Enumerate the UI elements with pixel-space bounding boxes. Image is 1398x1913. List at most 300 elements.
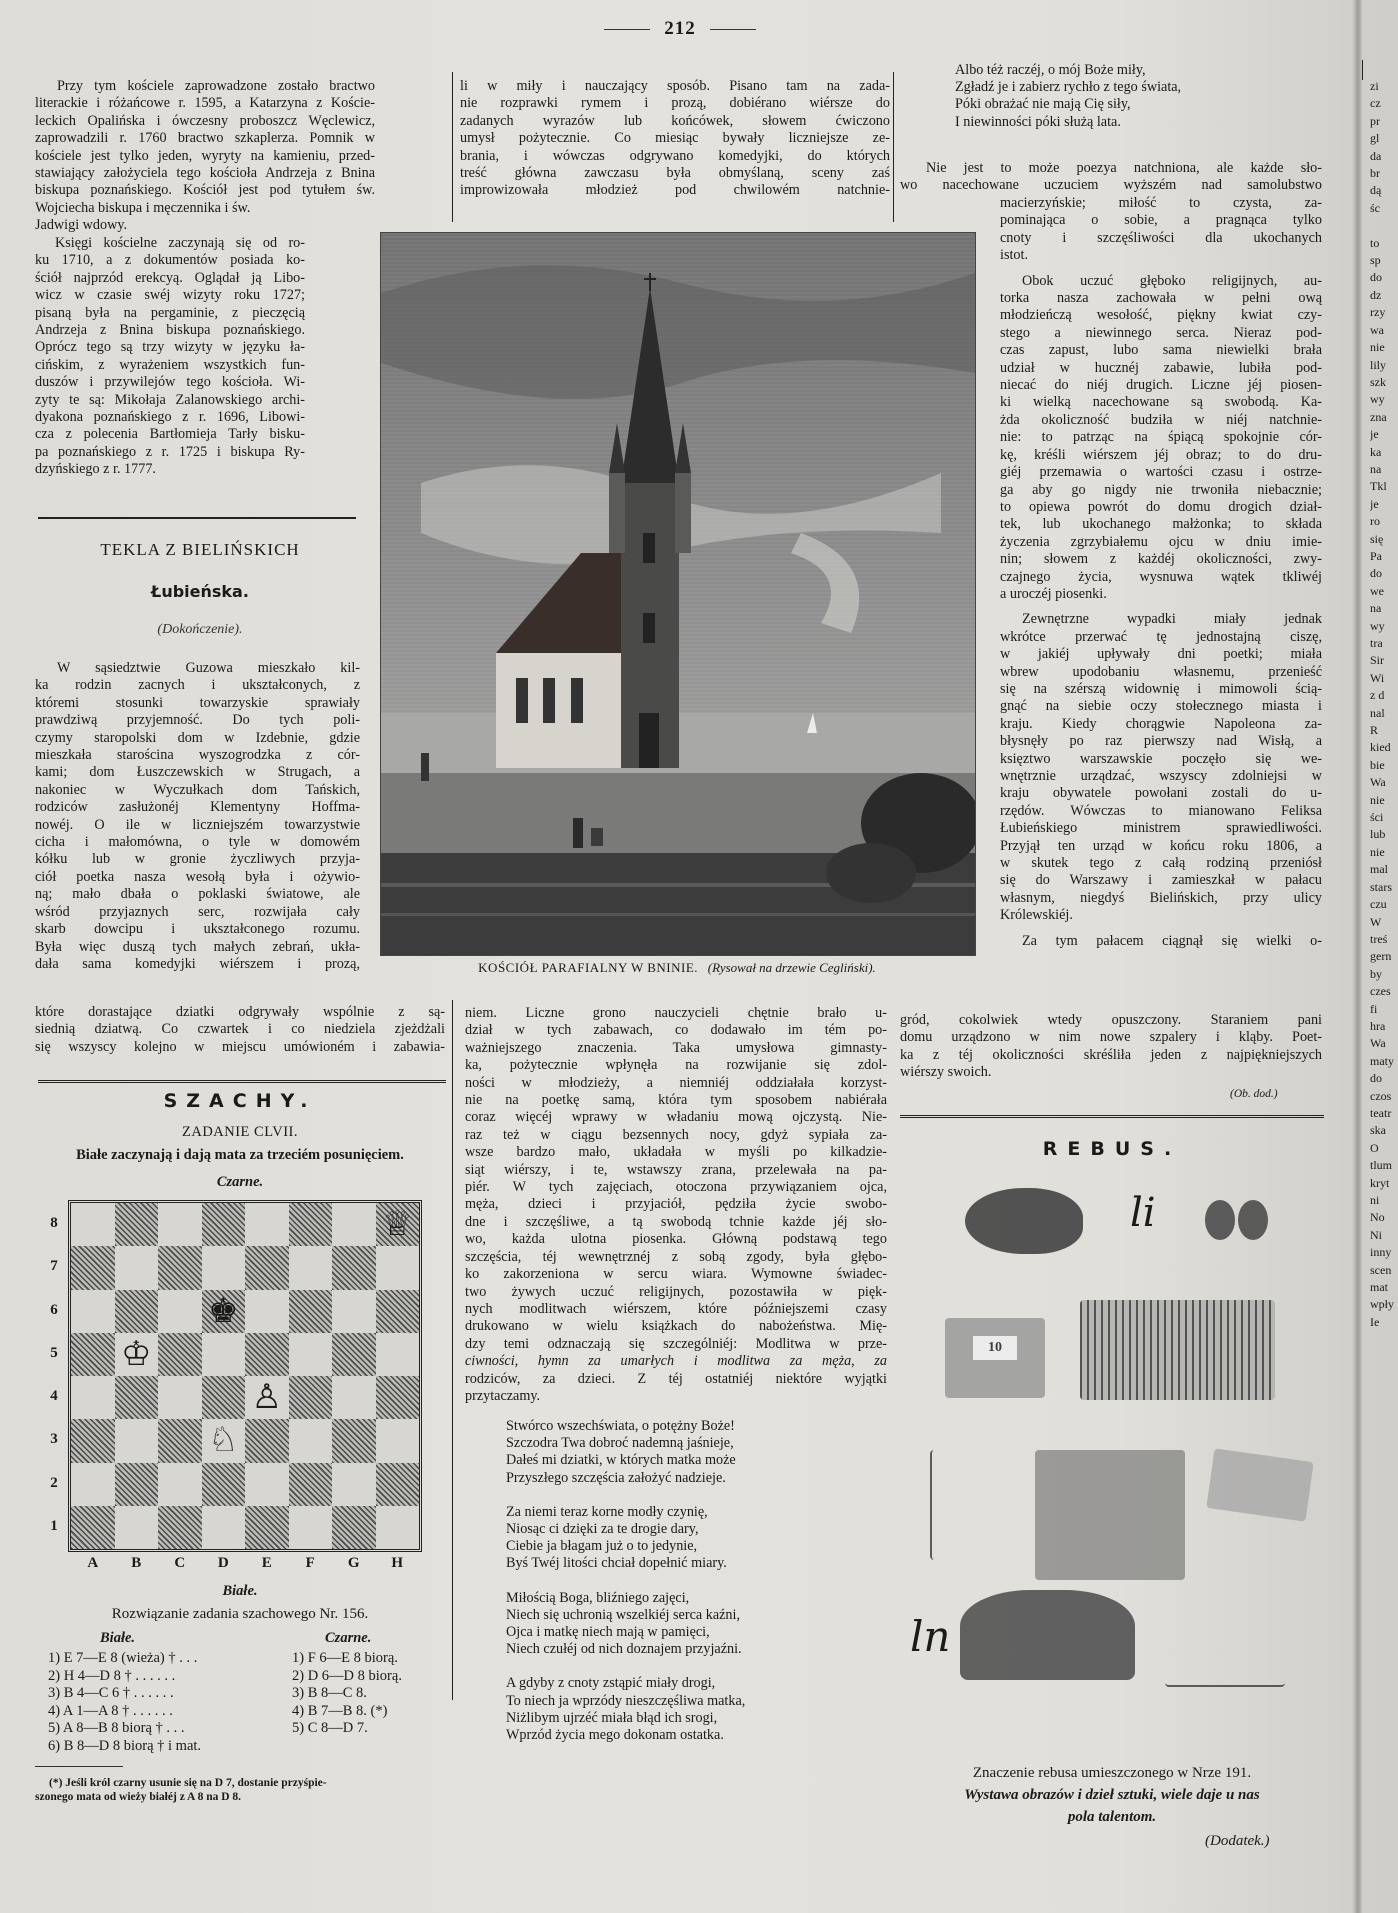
- text-line: Księgi kościelne zaczynają się od ro-: [55, 235, 305, 251]
- text-line: mieszkała starościna wyszogrodzka z cór-: [35, 747, 360, 764]
- chess-square-C4: [158, 1376, 202, 1419]
- move-line: 1) E 7—E 8 (wieża) † . . .: [48, 1650, 198, 1666]
- chess-square-G4: [332, 1376, 376, 1419]
- text-line: gnąć na siebie oczy stołecznego miasta i: [1000, 698, 1322, 715]
- text-line: ności w młodzieży, a niemniéj oddziałała korzyst-: [465, 1074, 887, 1091]
- verse-line: Przyszłego szczęścia założyć nadzieje.: [506, 1469, 726, 1486]
- hedgehog-icon: [965, 1188, 1083, 1254]
- partial-text-fragment: je: [1370, 427, 1379, 442]
- chess-square-F3: [289, 1419, 333, 1462]
- text-line: wo nacechowane uczuciem wyższém nad samolubstwo: [900, 177, 1322, 194]
- text-line: dział w tych zabawach, co dodawało im tém po-: [465, 1022, 887, 1039]
- partial-text-fragment: stars: [1370, 879, 1392, 894]
- partial-text-fragment: Ie: [1370, 1314, 1380, 1329]
- verse-line: To niech ja wprzódy nieszczęśliwa matka,: [506, 1692, 746, 1709]
- file-label: C: [174, 1555, 186, 1571]
- chess-white-label: Białe.: [222, 1583, 258, 1599]
- section-divider: [38, 1080, 446, 1085]
- text-line: duszów i przywilejów tego kościoła. Wi-: [35, 374, 305, 391]
- partial-text-fragment: się: [1370, 531, 1384, 546]
- chess-square-G2: [332, 1463, 376, 1506]
- chess-square-H6: [376, 1290, 420, 1333]
- text-line: się do Warszawy i zamieszkał w pałacu: [1000, 872, 1322, 889]
- chess-square-G3: [332, 1419, 376, 1462]
- text-line: Była więc duszą tych małych zebrań, ukła-: [35, 938, 360, 955]
- partial-text-fragment: we: [1370, 583, 1384, 598]
- text-line: któremi stosunki towarzyskie sprawiały: [35, 694, 360, 711]
- text-line: ka, pożytecznie wpłynęła na rozwijanie się zdol-: [465, 1057, 887, 1074]
- rebus-answer-text: pola talentom.: [1067, 1809, 1157, 1825]
- text-line: Jadwigi wdowy.: [35, 217, 128, 234]
- partial-text-fragment: bie: [1370, 757, 1385, 772]
- chess-square-A8: [71, 1203, 115, 1246]
- partial-text-fragment: teatr: [1370, 1105, 1392, 1120]
- partial-text-fragment: do: [1370, 270, 1382, 285]
- chess-square-B8: [115, 1203, 159, 1246]
- partial-text-fragment: tlum: [1370, 1158, 1393, 1173]
- chess-square-B2: [115, 1463, 159, 1506]
- text-line: biskupa poznańskiego. Kościół jest pod tytułem św.: [35, 182, 375, 199]
- partial-text-fragment: gern: [1370, 949, 1392, 964]
- partial-text-fragment: inny: [1370, 1245, 1392, 1260]
- text-line: gród, cokolwiek wtedy opuszczony. Staraniem pani: [900, 1012, 1322, 1028]
- chess-square-G6: [332, 1290, 376, 1333]
- partial-text-fragment: nal: [1370, 705, 1385, 720]
- text-line: stawiający założyciela tego kościoła Andrzeja z Bnina: [35, 165, 375, 182]
- column-rule: [1362, 60, 1363, 80]
- partial-text-fragment: śc: [1370, 200, 1380, 215]
- text-line: ka rodzin zacnych i ukształconych, z: [35, 677, 360, 694]
- page-fold-shadow: [1352, 0, 1362, 1913]
- rank-label: 7: [50, 1258, 58, 1275]
- chess-square-A3: [71, 1419, 115, 1462]
- chess-square-F4: [289, 1376, 333, 1419]
- page-number: [560, 18, 800, 40]
- bird-icon: [930, 1450, 1022, 1560]
- partial-text-fragment: Pa: [1370, 548, 1382, 563]
- text-line: rodziców zasłużonéj Klementyny Hoffma-: [35, 799, 360, 816]
- chess-square-A4: [71, 1376, 115, 1419]
- chess-square-E2: [245, 1463, 289, 1506]
- text-line: pa poznańskiego z r. 1725 i biskupa Ry-: [35, 443, 305, 460]
- text-line: prawdziwą przyjemność. Do tych poli-: [35, 712, 360, 729]
- text-line: ściół najprzód erekcyą. Oglądał ją Libo-: [35, 269, 305, 286]
- poem-stanza: [506, 1590, 745, 1659]
- text-line: się na szérszą widownię i mimowoli ścią-: [1000, 680, 1322, 697]
- well-sweep-icon: [1035, 1450, 1185, 1580]
- chess-square-C2: [158, 1463, 202, 1506]
- text-line: dne i szczęśliwe, a tą swobodą tchnie każde jéj sło-: [465, 1213, 887, 1230]
- chess-square-C5: [158, 1333, 202, 1376]
- text-line: ku 1710, a z dokumentów posiada ko-: [35, 252, 305, 269]
- partial-text-fragment: nie: [1370, 844, 1385, 859]
- text-line: wo, każda ulotna piosenka. Główną podstawą tego: [465, 1231, 887, 1248]
- verse-line: Szczodra Twa dobroć nademną jaśnieje,: [506, 1435, 734, 1452]
- poem-stanza: [506, 1418, 745, 1487]
- page-number-text: 212: [664, 18, 696, 39]
- text-line: własnym, niegdyś Bielińskich, przy ulicy: [1000, 889, 1322, 906]
- text-line: Królewskiéj.: [1000, 907, 1073, 924]
- text-line: błysnęły po raz pierwszy nad Wisłą, a: [1000, 733, 1322, 750]
- partial-text-fragment: do: [1370, 566, 1382, 581]
- text-line: Andrzeja z Bnina biskupa poznańskiego.: [35, 322, 305, 339]
- partial-text-fragment: dz: [1370, 287, 1382, 302]
- text-line: leckich Opalińska i ówczesny proboszcz Węclewicz,: [35, 112, 375, 129]
- text-line: ki wielką nacechowane są swobodą. Ka-: [1000, 394, 1322, 411]
- verse-line: Byś Twéj litości chciał dopełnić miary.: [506, 1555, 727, 1572]
- column-rule: [452, 72, 453, 222]
- chess-square-G1: [332, 1506, 376, 1549]
- text-line: Obok uczuć głęboko religijnych, au-: [1022, 272, 1322, 289]
- text-line: two żywych uczuć religijnych, pozostawiła w pięk-: [465, 1283, 887, 1300]
- ham-icon: [1238, 1200, 1268, 1240]
- partial-text-fragment: [1370, 217, 1398, 234]
- text-line: dzy temi odznaczają się szczególniéj: Modlitwa w prze-: [465, 1335, 887, 1352]
- text-line: nowéj. O ile w liczniejszém towarzystwie: [35, 816, 360, 833]
- text-line: Zewnętrzne wypadki miały jednak: [1022, 611, 1322, 628]
- chess-problem-number: ZADANIE CLVII.: [181, 1124, 298, 1140]
- text-line: skarb dowcipu i ukształconego rozumu.: [35, 921, 360, 938]
- partial-text-fragment: mal: [1370, 862, 1388, 877]
- partial-text-fragment: scen: [1370, 1262, 1392, 1277]
- text-line: wnętrznie urządzać, wszyscy zdolniejsi w: [1000, 768, 1322, 784]
- chess-heading: SZACHY.: [163, 1090, 317, 1112]
- move-line: 2) H 4—D 8 † . . . . . .: [48, 1667, 176, 1684]
- crowd-icon: [960, 1590, 1135, 1680]
- men-with-sign-icon: [945, 1318, 1045, 1398]
- verse-line: Niech czułéj od nich doznajem przyjaźni.: [506, 1641, 742, 1658]
- partial-text-fragment: sp: [1370, 253, 1381, 268]
- text-line: kółku lub w gronie życzliwych przyja-: [35, 851, 360, 868]
- verse-line: Wprzód życia mego dokonam ostatka.: [506, 1727, 724, 1744]
- partial-text-fragment: ska: [1370, 1123, 1386, 1138]
- chess-square-B3: [115, 1419, 159, 1462]
- file-label: B: [131, 1555, 142, 1571]
- text-line: drukowano w wielu książkach do nabożeństwa. Mię-: [465, 1318, 887, 1335]
- text-line: które dorastające dziatki odgrywały wspólnie z są-: [35, 1004, 445, 1020]
- verse-line: Dałeś mi dziatki, w których matka może: [506, 1452, 736, 1469]
- rank-label: 1: [50, 1517, 58, 1534]
- partial-text-fragment: cz: [1370, 96, 1381, 111]
- partial-text-fragment: R: [1370, 723, 1379, 738]
- chess-square-E3: [245, 1419, 289, 1462]
- chess-square-D7: [202, 1246, 246, 1289]
- partial-text-fragment: treś: [1370, 931, 1388, 946]
- text-line: brania, i wówczas odgrywano komedyjki, do których: [460, 147, 890, 164]
- section-divider: [38, 517, 356, 519]
- chess-square-H1: [376, 1506, 420, 1549]
- text-line: wiérszy swoich.: [900, 1064, 992, 1081]
- prayer-poem: [506, 1418, 745, 1761]
- partial-text-fragment: Tkl: [1370, 479, 1387, 494]
- rebus-letters-li: li: [1130, 1190, 1156, 1236]
- text-line: pominająca o sobie, a pragnąca tylko: [1000, 212, 1322, 229]
- caption-credit: (Rysował na drzewie Cegliński).: [707, 960, 876, 975]
- text-line: rzędów. Wówczas to mianowano Feliksa: [1000, 802, 1322, 819]
- text-line: ważniejszego znaczenia. Taka umysłowa gimnasty-: [465, 1039, 887, 1056]
- partial-text-fragment: Ni: [1370, 1227, 1382, 1242]
- text-line: czymy staropolski dom w Izdebnie, gdzie: [35, 729, 360, 746]
- text-line: się wszyscy kolejno w miejscu umówioném i zabawia-: [35, 1038, 445, 1055]
- partial-text-fragment: No: [1370, 1210, 1385, 1225]
- scroll-icon: [1206, 1448, 1313, 1521]
- chessboard: [68, 1200, 422, 1552]
- white-knight-icon: ♘: [208, 1420, 239, 1461]
- rebus-letters-ln: ln: [910, 1612, 951, 1661]
- text-line: żda okoliczność budziła w niéj natchnie-: [1000, 411, 1322, 428]
- solution-white-moves: [48, 1650, 201, 1755]
- text-line: siednią dziatwą. Co czwartek i co niedziela zjeżdżali: [35, 1021, 445, 1038]
- partial-text-fragment: maty: [1370, 1053, 1394, 1068]
- chess-square-D4: [202, 1376, 246, 1419]
- partial-text-fragment: dą: [1370, 183, 1382, 198]
- partial-text-fragment: czos: [1370, 1088, 1392, 1103]
- partial-text-fragment: Wa: [1370, 1036, 1386, 1051]
- text-line: macierzyńskie; miłość to czysta, za-: [1000, 195, 1322, 211]
- chess-square-E6: [245, 1290, 289, 1333]
- text-line: ka z téj okoliczności skréśliła jeden z najpiękniejszych: [900, 1046, 1322, 1063]
- text-line: cicha i małomówna, o tyle w domowém: [35, 834, 360, 851]
- partial-text-fragment: wpły: [1370, 1297, 1394, 1312]
- partial-text-fragment: czes: [1370, 984, 1391, 999]
- move-line: 3) B 4—C 6 † . . . . . .: [48, 1685, 174, 1701]
- text-line: przytaczamy.: [465, 1387, 541, 1404]
- text-line: kę, kréśli wiérszem jéj obraz; to do dru-: [1000, 446, 1322, 463]
- text-line: Przyjął ten urząd w końcu roku 1806, a: [1000, 837, 1322, 854]
- reeds-icon: [1080, 1300, 1275, 1400]
- move-line: 1) F 6—E 8 biorą.: [292, 1650, 398, 1666]
- text-line: kami; dom Łuszczewskich w Strugach, a: [35, 764, 360, 781]
- chess-square-A2: [71, 1463, 115, 1506]
- text-line: torka nasza zachowała w pełni ową: [1000, 290, 1322, 307]
- partial-text-fragment: je: [1370, 496, 1379, 511]
- chess-square-H3: [376, 1419, 420, 1462]
- text-line: młodzieńczą wesołość, piękny kwiat czy-: [1000, 307, 1322, 324]
- move-line: 6) B 8—D 8 biorą † i mat.: [48, 1737, 202, 1754]
- chess-solution-title: Rozwiązanie zadania szachowego Nr. 156.: [111, 1606, 369, 1622]
- continued-note: (Ob. dod.): [1230, 1088, 1278, 1100]
- solution-white-header: Białe.: [100, 1630, 136, 1646]
- text-line: Łubieńskiego ministrem sprawiedliwości.: [1000, 820, 1322, 837]
- partial-text-fragment: gl: [1370, 131, 1380, 146]
- text-line: coraz więcéj wprawy w władaniu mową ojczystą. Nie-: [465, 1109, 887, 1126]
- chess-square-D1: [202, 1506, 246, 1549]
- chess-square-F5: [289, 1333, 333, 1376]
- text-line: ną; mało dbała o poklaski światowe, ale: [35, 886, 360, 903]
- text-line: Wojciecha biskupa i męczennika i św.: [35, 199, 251, 216]
- partial-text-fragment: da: [1370, 148, 1382, 163]
- text-line: treść główna zawczasu była obmyślaną, sceny zaś: [460, 165, 890, 182]
- verse-line: A gdyby z cnoty zstąpić miały drogi,: [506, 1675, 716, 1692]
- chess-square-D8: [202, 1203, 246, 1246]
- partial-text-fragment: zi: [1370, 79, 1379, 93]
- rank-label: 6: [50, 1301, 58, 1318]
- partial-text-fragment: by: [1370, 966, 1382, 981]
- partial-text-fragment: O: [1370, 1140, 1379, 1155]
- partial-text-fragment: kryt: [1370, 1175, 1390, 1190]
- text-line: ga aby go nigdy nie trwoniła niebacznie;: [1000, 481, 1322, 498]
- partial-text-fragment: zna: [1370, 409, 1387, 424]
- text-line: ciwności, hymn za umarłych i modlitwa za męża, za: [465, 1353, 887, 1370]
- right-column-para1-wide: [900, 160, 1322, 195]
- chess-square-B4: [115, 1376, 159, 1419]
- text-line: wicz w czasie swéj wizyty roku 1727;: [35, 287, 305, 304]
- sign-number: 10: [973, 1336, 1017, 1360]
- partial-text-fragment: nie: [1370, 340, 1385, 355]
- text-line: piér. W tych zajęciach, otoczona przywiązaniem ojca,: [465, 1179, 887, 1196]
- chess-square-A1: [71, 1506, 115, 1549]
- text-line: czajnego życia, wysnuwa wątek tkliwéj: [1000, 568, 1322, 585]
- text-line: literackie i różańcowe r. 1595, a Katarzyna z Koście-: [35, 95, 375, 112]
- verse-line: Miłością Boga, bliźniego zajęci,: [506, 1589, 690, 1606]
- rank-label: 3: [50, 1431, 58, 1448]
- file-label: D: [217, 1555, 229, 1571]
- partial-text-fragment: br: [1370, 166, 1380, 181]
- text-line: męża, dzieci i przyjaciół, pędziła życie swobo-: [465, 1196, 887, 1213]
- rebus-source: (Dodatek.): [1205, 1833, 1270, 1849]
- verse-line: I niewinności póki służą lata.: [955, 113, 1121, 130]
- text-line: Oprócz tego są trzy wizyty w języku ła-: [35, 339, 305, 356]
- chess-square-G7: [332, 1246, 376, 1289]
- right-column-text: [1000, 195, 1322, 950]
- church-engraving: [380, 232, 976, 956]
- solution-black-moves: [292, 1650, 402, 1738]
- verse-line: Ojca i matkę niech mają w pamięci,: [506, 1624, 710, 1641]
- text-line: Za tym pałacem ciągnął się wielki o-: [1022, 932, 1322, 949]
- figure-caption: [380, 960, 974, 976]
- chess-instruction: Białe zaczynają i dają mata za trzeciém posunięciem.: [76, 1147, 404, 1163]
- article-continuation-note: (Dokończenie).: [157, 622, 243, 637]
- text-line: kościele jest tylko jeden, wyryty na kamieniu, przed-: [35, 147, 375, 164]
- chess-square-B6: [115, 1290, 159, 1333]
- move-line: 5) C 8—D 7.: [292, 1720, 368, 1736]
- partial-text-fragment: do: [1370, 1071, 1382, 1086]
- text-line: nie: to patrząc na śpiącą spokojnie cór-: [1000, 429, 1322, 446]
- verse-line: Za niemi teraz korne modły czynię,: [506, 1503, 708, 1520]
- section-divider: [900, 1115, 1324, 1120]
- text-line: cińskim, z wyrażeniem wszystkich fun-: [35, 356, 305, 373]
- middle-column-bottom: [465, 1005, 887, 1405]
- partial-text-fragment: ści: [1370, 810, 1384, 825]
- chess-square-B7: [115, 1246, 159, 1289]
- text-line: dyakona poznańskiego z r. 1696, Libowi-: [35, 409, 305, 426]
- text-line: nin; słowem z każdéj okoliczności, zwy-: [1000, 551, 1322, 568]
- chess-square-E8: [245, 1203, 289, 1246]
- partial-next-page-column: [1370, 78, 1398, 1331]
- text-line: Nie jest to może poezya natchniona, ale każde sło-: [926, 160, 1322, 176]
- partial-text-fragment: kied: [1370, 740, 1391, 755]
- church-illustration-icon: [381, 233, 975, 955]
- text-line: wbrew upodobaniu własnemu, przenieść: [1000, 663, 1322, 680]
- chess-square-F2: [289, 1463, 333, 1506]
- article-body-left-wide: [35, 1004, 445, 1056]
- verse-line: Póki obrażać nie mają Cię siły,: [955, 96, 1131, 113]
- text-line: księztwo warszawskie poczęło się we-: [1000, 750, 1322, 767]
- rank-label: 2: [50, 1474, 58, 1491]
- file-label: H: [391, 1555, 404, 1571]
- move-line: 5) A 8—B 8 biorą † . . .: [48, 1720, 185, 1736]
- text-line: li w miły i nauczający sposób. Pisano tam na zada-: [460, 78, 890, 94]
- column-rule: [452, 1000, 453, 1700]
- partial-text-fragment: rzy: [1370, 305, 1386, 320]
- footnote-line: szonego mata od wieży białéj z A 8 na D 8.: [35, 1791, 242, 1803]
- text-line: siąt wiérszy, i te, wstawszy zrana, przelewała na pa-: [465, 1161, 887, 1178]
- text-line: nakoniec w Wyczułkach dom Tańskich,: [35, 781, 360, 798]
- partial-text-fragment: szk: [1370, 374, 1386, 389]
- partial-text-fragment: fi: [1370, 1001, 1378, 1016]
- right-column-verse: [955, 62, 1181, 131]
- text-line: rodziców, za dzieci. Z téj ostatniéj niektóre wyjątki: [465, 1370, 887, 1387]
- chess-footnote: [35, 1776, 455, 1804]
- text-line: niem. Liczne grono nauczycieli chętnie brało u-: [465, 1005, 887, 1021]
- text-line: domu urządzono w nim nowe szpalery i kląby. Poet-: [900, 1029, 1322, 1046]
- text-line: tek, lub ukochanego małżonka; to składa: [1000, 516, 1322, 533]
- text-line: życzenia zgrzybiałemu ojcu w dniu imie-: [1000, 533, 1322, 550]
- partial-text-fragment: nie: [1370, 792, 1385, 807]
- left-column-intro: [35, 78, 375, 235]
- chess-square-E5: [245, 1333, 289, 1376]
- text-line: zyty te są: Mikołaja Zalanowskiego archi-: [35, 391, 305, 408]
- partial-text-fragment: Wa: [1370, 775, 1386, 790]
- text-line: nie rozprawki rymem i prozą, dobiérano wiérsze do: [460, 95, 890, 112]
- partial-text-fragment: czu: [1370, 897, 1387, 912]
- footnote-divider: [35, 1766, 123, 1767]
- white-king-icon: ♔: [121, 1333, 152, 1374]
- rank-label: 4: [50, 1388, 58, 1404]
- chess-square-C7: [158, 1246, 202, 1289]
- chess-square-E1: [245, 1506, 289, 1549]
- partial-text-fragment: tra: [1370, 636, 1383, 650]
- chess-square-A7: [71, 1246, 115, 1289]
- white-pawn-icon: ♙: [251, 1377, 282, 1417]
- partial-text-fragment: W: [1370, 914, 1382, 929]
- rank-label: 8: [50, 1215, 58, 1231]
- text-line: W sąsiedztwie Guzowa mieszkało kil-: [57, 660, 360, 676]
- text-line: nych modlitwach wiérszem, które późniejszemi czasy: [465, 1300, 887, 1317]
- chess-square-A6: [71, 1290, 115, 1333]
- file-label: A: [87, 1555, 99, 1571]
- text-line: istot.: [1000, 247, 1028, 264]
- verse-line: Niosąc ci dzięki za te drogie dary,: [506, 1521, 699, 1538]
- page-number-rule-right: [710, 29, 756, 30]
- partial-text-fragment: hra: [1370, 1018, 1386, 1033]
- text-line: wkrótce przerwać tę jednostajną ciszę,: [1000, 628, 1322, 645]
- file-label: F: [305, 1555, 315, 1571]
- verse-line: Stwórco wszechświata, o potężny Boże!: [506, 1418, 735, 1434]
- chess-square-D2: [202, 1463, 246, 1506]
- chess-square-A5: [71, 1333, 115, 1376]
- article-body-left: [35, 660, 360, 973]
- text-line: niecać do niéj drugich. Liczne jéj piosen-: [1000, 377, 1322, 394]
- poem-stanza: [506, 1504, 745, 1573]
- partial-text-fragment: Wi: [1370, 670, 1385, 685]
- article-subtitle: Łubieńska.: [151, 582, 249, 601]
- text-line: dała sama komedyjki wiérszem i prozą,: [35, 955, 360, 972]
- move-line: 4) A 1—A 8 † . . . . . .: [48, 1702, 173, 1719]
- text-line: stego a niewinnego serca. Nieraz pod-: [1000, 324, 1322, 341]
- ham-icon: [1205, 1200, 1235, 1240]
- partial-text-fragment: wy: [1370, 618, 1385, 633]
- partial-text-fragment: wy: [1370, 392, 1385, 407]
- middle-column-top: [460, 78, 890, 200]
- partial-text-fragment: mat: [1370, 1280, 1388, 1295]
- text-line: kraju obywatele powołani zostali do u-: [1000, 785, 1322, 802]
- chess-square-C1: [158, 1506, 202, 1549]
- poem-stanza: [506, 1675, 745, 1744]
- white-queen-icon: ♕: [382, 1204, 413, 1244]
- chess-square-C6: [158, 1290, 202, 1333]
- text-line: nie na poetkę samą, która tym sposobem nabiérała: [465, 1092, 887, 1109]
